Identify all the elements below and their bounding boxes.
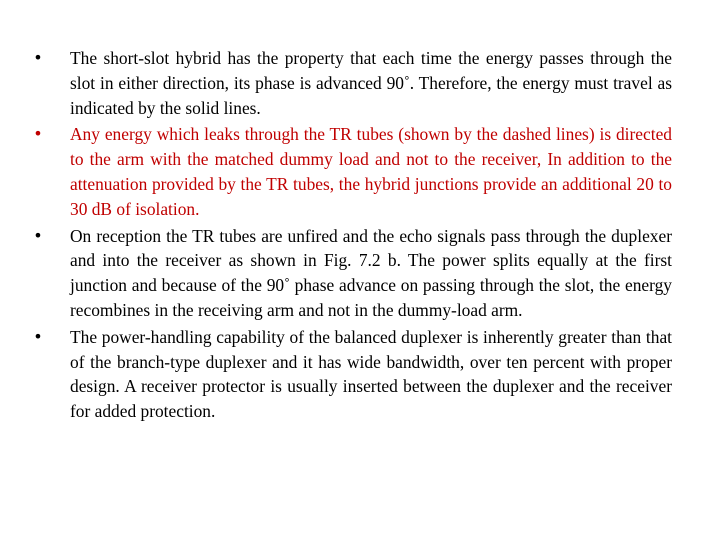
bullet-icon: • xyxy=(33,124,43,144)
bullet-text: The power-handling capability of the balanced duplexer is inherently greater than that of the branch-type duplexer and it has wide bandwidth, over ten percent with proper design. A receiver protector is usually inserted between the duplexer and the receiver for added protection. xyxy=(70,326,672,422)
bullet-item-power-handling xyxy=(28,325,672,424)
bullet-item-reception xyxy=(28,224,672,323)
bullet-item-short-slot-hybrid xyxy=(28,46,672,120)
bullet-text: Any energy which leaks through the TR tubes (shown by the dashed lines) is directed to the arm with the matched dummy load and not to the receiver, In addition to the attenuation provided by the TR tubes, the hybrid junctions provide an additional 20 to 30 dB of isolation. xyxy=(70,124,672,219)
bullet-icon: • xyxy=(33,48,43,67)
bullet-item-tr-leakage xyxy=(28,122,672,221)
bullet-list xyxy=(28,46,672,424)
bullet-icon: • xyxy=(33,326,43,346)
bullet-icon: • xyxy=(33,225,43,245)
bullet-text: On reception the TR tubes are unfired and the echo signals pass through the duplexer and into the receiver as shown in Fig. 7.2 b. The power splits equally at the first junction and because of the 90˚ phase advance on passing through the slot, the energy recombines in the receiving arm and not in the dummy-load arm. xyxy=(70,225,672,320)
bullet-text: The short-slot hybrid has the property that each time the energy passes through the slot in either direction, its phase is advanced 90˚. Therefore, the energy must travel as indicated by the solid lines. xyxy=(70,48,672,118)
